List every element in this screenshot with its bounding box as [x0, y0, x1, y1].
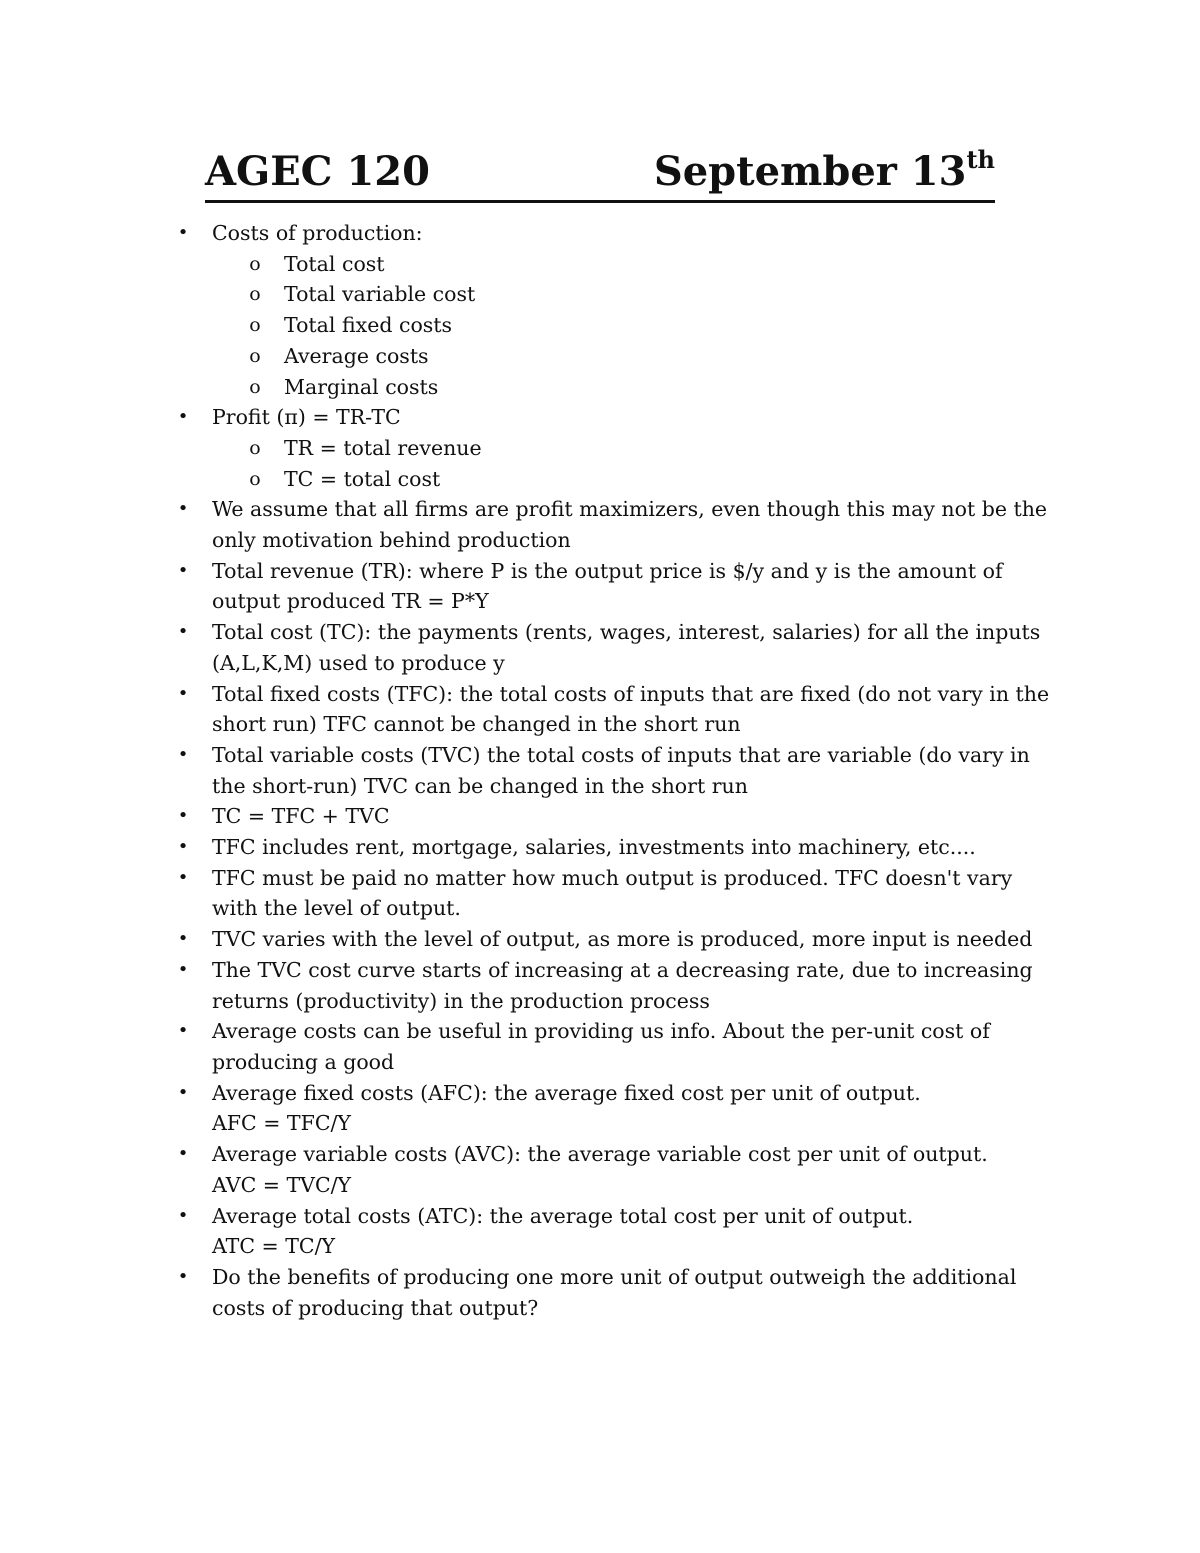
sub-item — [212, 372, 1062, 403]
note-text: TFC must be paid no matter how much output is produced. TFC doesn't vary with the level of output. — [212, 865, 1013, 921]
bullet-icon: • — [177, 805, 189, 827]
sub-bullet-icon: o — [249, 375, 261, 398]
bullet-icon: • — [177, 559, 189, 581]
note-text: Do the benefits of producing one more unit of output outweigh the additional costs of producing that output? — [212, 1264, 1017, 1320]
bullet-icon: • — [177, 958, 189, 980]
sub-item — [212, 310, 1062, 341]
note-text: Total variable costs (TVC) the total costs of inputs that are variable (do vary in the short-run) TVC can be changed in the short run — [212, 742, 1030, 798]
notes-list — [0, 218, 1200, 1323]
note-text: TVC varies with the level of output, as more is produced, more input is needed — [212, 927, 1033, 952]
bullet-icon: • — [177, 928, 189, 950]
lecture-date-text: September 13 — [653, 148, 967, 195]
note-text: Average costs can be useful in providing us info. About the per-unit cost of producing a good — [212, 1019, 990, 1074]
sub-item — [212, 341, 1062, 372]
note-text: Total revenue (TR): where P is the output price is $/y and y is the amount of output produced TR = P*Y — [212, 558, 1003, 614]
note-item — [0, 1201, 1062, 1262]
note-formula: ATC = TC/Y — [212, 1234, 336, 1259]
note-item — [0, 556, 1062, 617]
sub-list — [212, 433, 1062, 494]
note-item — [0, 679, 1062, 740]
document-header — [205, 146, 995, 203]
note-item — [0, 863, 1062, 924]
sub-item-text: Marginal costs — [284, 374, 439, 399]
bullet-icon: • — [177, 836, 189, 858]
sub-item-text: Total variable cost — [284, 282, 476, 307]
note-item — [0, 740, 1062, 801]
note-text: Average variable costs (AVC): the average variable cost per unit of output. — [212, 1142, 988, 1167]
sub-item-text: TR = total revenue — [284, 435, 482, 460]
lecture-date-suffix: th — [966, 145, 995, 174]
note-item — [0, 1016, 1062, 1077]
bullet-icon: • — [177, 1081, 189, 1103]
sub-bullet-icon: o — [249, 283, 261, 306]
note-item — [0, 801, 1062, 832]
note-item — [0, 494, 1062, 555]
sub-item — [212, 279, 1062, 310]
sub-bullet-icon: o — [249, 314, 261, 337]
note-text: We assume that all firms are profit maximizers, even though this may not be the only motivation behind production — [212, 497, 1048, 553]
note-text: The TVC cost curve starts of increasing at a decreasing rate, due to increasing returns (productivity) in the production process — [212, 957, 1033, 1013]
sub-list — [212, 249, 1062, 403]
sub-item-text: Total cost — [284, 251, 385, 276]
bullet-icon: • — [177, 866, 189, 888]
bullet-icon: • — [177, 743, 189, 765]
note-item — [0, 1139, 1062, 1200]
note-text: Total fixed costs (TFC): the total costs of inputs that are fixed (do not vary in the short run) TFC cannot be changed in the short run — [212, 681, 1050, 737]
note-text: Average fixed costs (AFC): the average fixed cost per unit of output. — [212, 1080, 921, 1105]
note-text: TFC includes rent, mortgage, salaries, investments into machinery, etc.... — [212, 835, 976, 860]
bullet-icon: • — [177, 682, 189, 704]
sub-bullet-icon: o — [249, 467, 261, 490]
note-item — [0, 1078, 1062, 1139]
note-formula: AFC = TFC/Y — [212, 1111, 351, 1136]
sub-item-text: Total fixed costs — [284, 313, 453, 338]
lecture-date — [653, 145, 995, 196]
bullet-icon: • — [177, 1020, 189, 1042]
note-item — [0, 218, 1062, 402]
note-item — [0, 832, 1062, 863]
note-text: TC = TFC + TVC — [212, 804, 390, 829]
note-text: Average total costs (ATC): the average total cost per unit of output. — [212, 1203, 914, 1228]
sub-item — [212, 464, 1062, 495]
bullet-icon: • — [177, 406, 189, 428]
bullet-icon: • — [177, 1204, 189, 1226]
bullet-icon: • — [177, 222, 189, 243]
note-text: Total cost (TC): the payments (rents, wages, interest, salaries) for all the inputs (A,L,K,M) used to produce y — [212, 620, 1041, 675]
note-item — [0, 955, 1062, 1016]
bullet-icon: • — [177, 498, 189, 520]
sub-item-text: Average costs — [284, 343, 429, 368]
note-item — [0, 402, 1062, 494]
sub-bullet-icon: o — [249, 344, 261, 367]
sub-item-text: TC = total cost — [284, 466, 441, 491]
bullet-icon: • — [177, 621, 189, 643]
note-item — [0, 617, 1062, 678]
sub-bullet-icon: o — [249, 252, 261, 275]
note-item — [0, 1262, 1062, 1323]
sub-item — [212, 433, 1062, 464]
note-item — [0, 924, 1062, 955]
note-formula: AVC = TVC/Y — [212, 1172, 352, 1197]
note-text: Profit (π) = TR-TC — [212, 405, 401, 430]
bullet-icon: • — [177, 1143, 189, 1165]
sub-bullet-icon: o — [249, 436, 261, 459]
course-title: AGEC 120 — [205, 148, 430, 195]
sub-item — [212, 249, 1062, 280]
bullet-icon: • — [177, 1265, 189, 1287]
note-text: Costs of production: — [212, 221, 423, 245]
